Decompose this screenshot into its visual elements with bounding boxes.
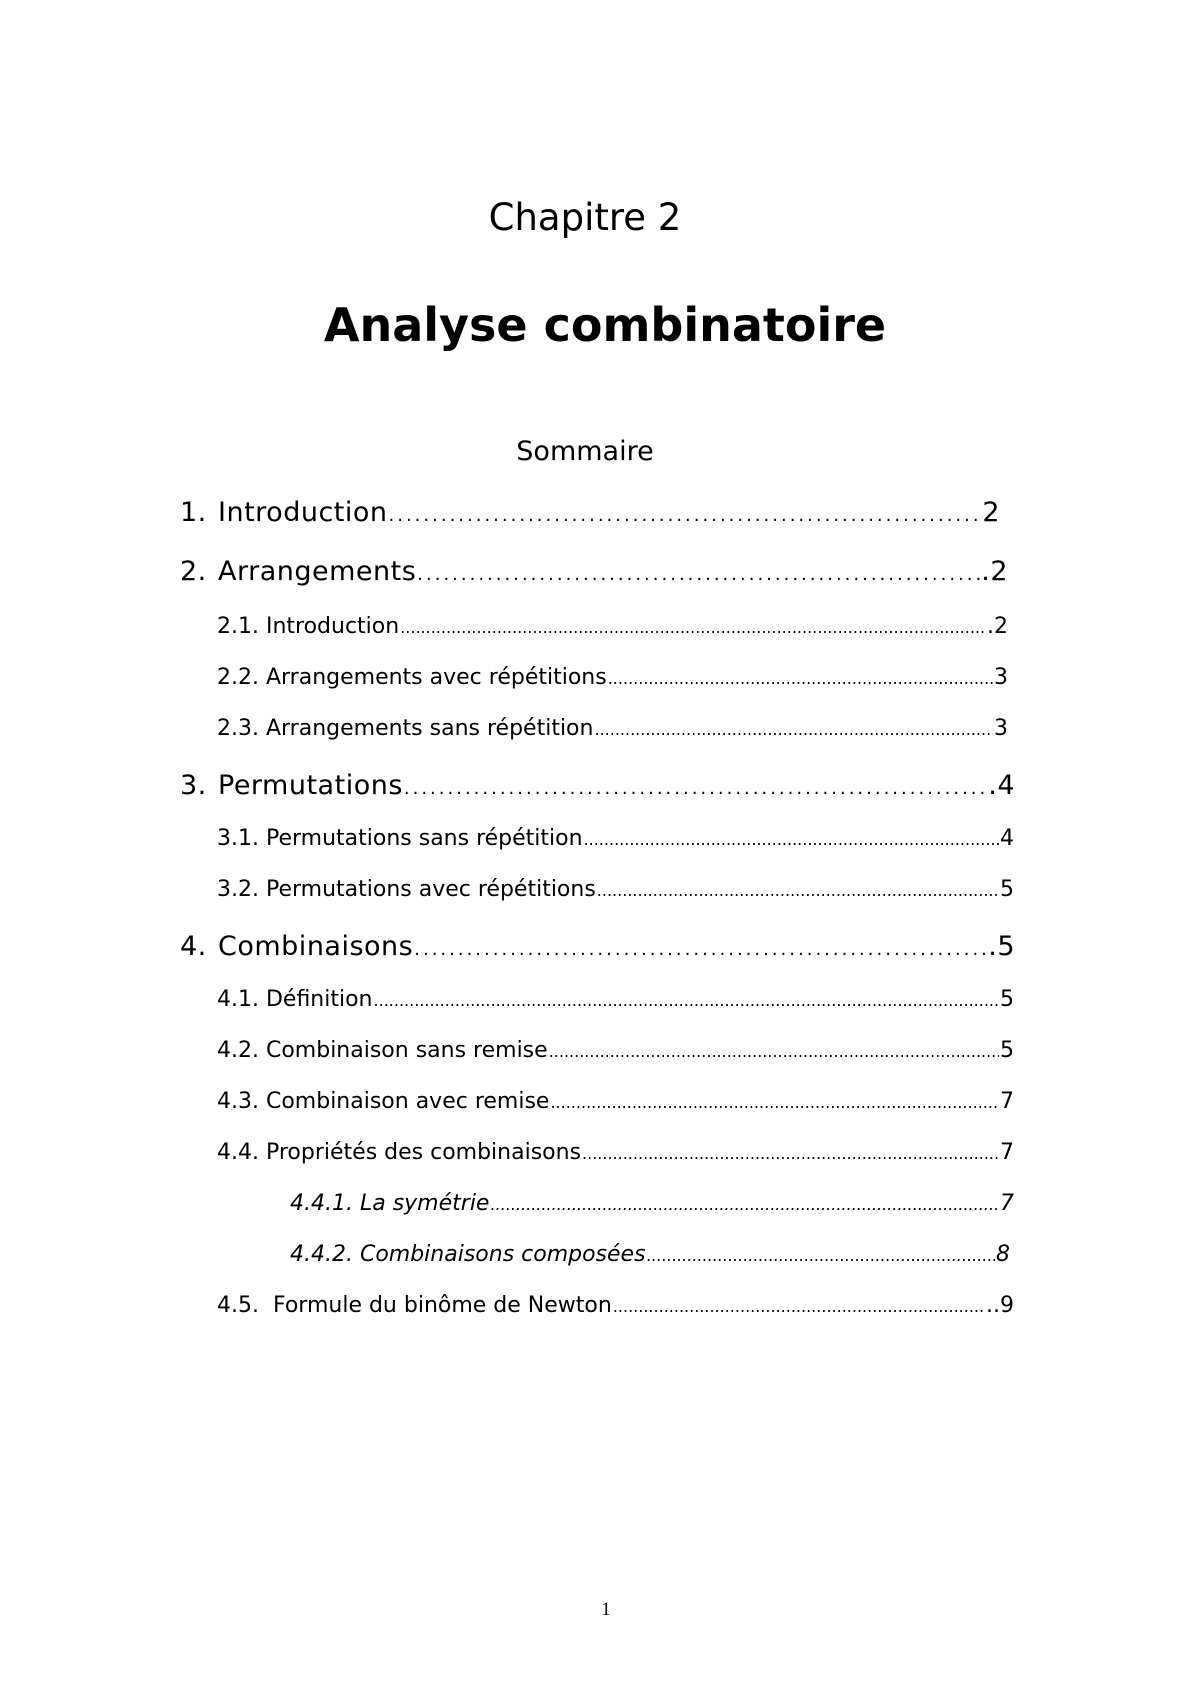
toc-entry-label: 4.2. Combinaison sans remise [217, 1038, 548, 1063]
dot-leader [417, 556, 980, 587]
dot-leader [490, 1191, 999, 1216]
toc-entry-label: 2.3. Arrangements sans répétition [217, 716, 594, 741]
toc-entry-4-5[interactable] [217, 1293, 1014, 1318]
dot-leader [404, 770, 987, 801]
toc-entry-page: 3 [994, 716, 1008, 741]
dot-leader [594, 716, 993, 741]
toc-entry-label: Combinaisons [218, 931, 414, 962]
toc-entry-4-3[interactable] [217, 1089, 1014, 1114]
toc-entry-2-3[interactable] [217, 716, 1008, 741]
toc-entry-permutations[interactable] [180, 770, 1015, 801]
toc-entry-number: 1. [180, 497, 207, 528]
dot-leader [549, 1038, 999, 1063]
toc-entry-label: Permutations [218, 770, 403, 801]
toc-entry-page: 2 [982, 497, 1000, 528]
page-number: 1 [601, 1599, 611, 1620]
toc-entry-3-1[interactable] [217, 826, 1014, 851]
summary-heading: Sommaire [516, 436, 654, 467]
toc-entry-4-4-1[interactable] [290, 1191, 1014, 1216]
toc-entry-2-1[interactable] [217, 614, 1008, 639]
toc-entry-4-2[interactable] [217, 1038, 1014, 1063]
toc-entry-2-2[interactable] [217, 665, 1008, 690]
dot-leader [582, 1140, 999, 1165]
toc-entry-page: .4 [988, 770, 1015, 801]
toc-entry-4-1[interactable] [217, 987, 1014, 1012]
toc-entry-label: 4.4.1. La symétrie [290, 1191, 490, 1216]
dot-leader [550, 1089, 999, 1114]
document-title: Analyse combinatoire [323, 298, 887, 352]
toc-entry-label: 2.2. Arrangements avec répétitions [217, 665, 607, 690]
toc-entry-label: 2.1. Introduction [217, 614, 400, 639]
dot-leader [613, 1293, 985, 1318]
dot-leader [374, 987, 999, 1012]
dot-leader [414, 931, 987, 962]
toc-entry-page: ..9 [986, 1293, 1014, 1318]
toc-entry-number: 3. [180, 770, 207, 801]
toc-entry-page: 7 [1000, 1191, 1014, 1216]
dot-leader [597, 877, 999, 902]
dot-leader [608, 665, 993, 690]
dot-leader [584, 826, 999, 851]
toc-entry-arrangements[interactable] [180, 556, 1008, 587]
toc-entry-label: 4.4.2. Combinaisons composées [290, 1242, 646, 1267]
dot-leader [647, 1242, 995, 1267]
toc-entry-label: 3.2. Permutations avec répétitions [217, 877, 596, 902]
toc-entry-4-4-2[interactable] [290, 1242, 1010, 1267]
toc-entry-label: 4.5. Formule du binôme de Newton [217, 1293, 612, 1318]
toc-entry-page: 4 [1000, 826, 1014, 851]
toc-entry-label: Introduction [218, 497, 388, 528]
toc-entry-label: 4.1. Définition [217, 987, 373, 1012]
toc-entry-number: 2. [180, 556, 207, 587]
toc-entry-label: Arrangements [218, 556, 417, 587]
toc-entry-label: 3.1. Permutations sans répétition [217, 826, 583, 851]
toc-entry-introduction[interactable] [180, 497, 1000, 528]
toc-entry-label: 4.4. Propriétés des combinaisons [217, 1140, 582, 1165]
dot-leader [389, 497, 982, 528]
toc-entry-page: .2 [981, 556, 1008, 587]
toc-entry-number: 4. [180, 931, 207, 962]
toc-entry-page: 8 [996, 1242, 1010, 1267]
toc-entry-page: 3 [994, 665, 1008, 690]
toc-entry-4-4[interactable] [217, 1140, 1014, 1165]
toc-entry-combinaisons[interactable] [180, 931, 1015, 962]
toc-entry-page: .2 [987, 614, 1008, 639]
toc-entry-page: 5 [1000, 987, 1014, 1012]
toc-entry-page: 5 [1000, 1038, 1014, 1063]
toc-entry-label: 4.3. Combinaison avec remise [217, 1089, 550, 1114]
toc-entry-page: 7 [1000, 1140, 1014, 1165]
dot-leader [400, 614, 986, 639]
chapter-label: Chapitre 2 [488, 196, 682, 239]
toc-entry-3-2[interactable] [217, 877, 1014, 902]
toc-entry-page: 7 [1000, 1089, 1014, 1114]
toc-entry-page: .5 [988, 931, 1015, 962]
toc-entry-page: 5 [1000, 877, 1014, 902]
